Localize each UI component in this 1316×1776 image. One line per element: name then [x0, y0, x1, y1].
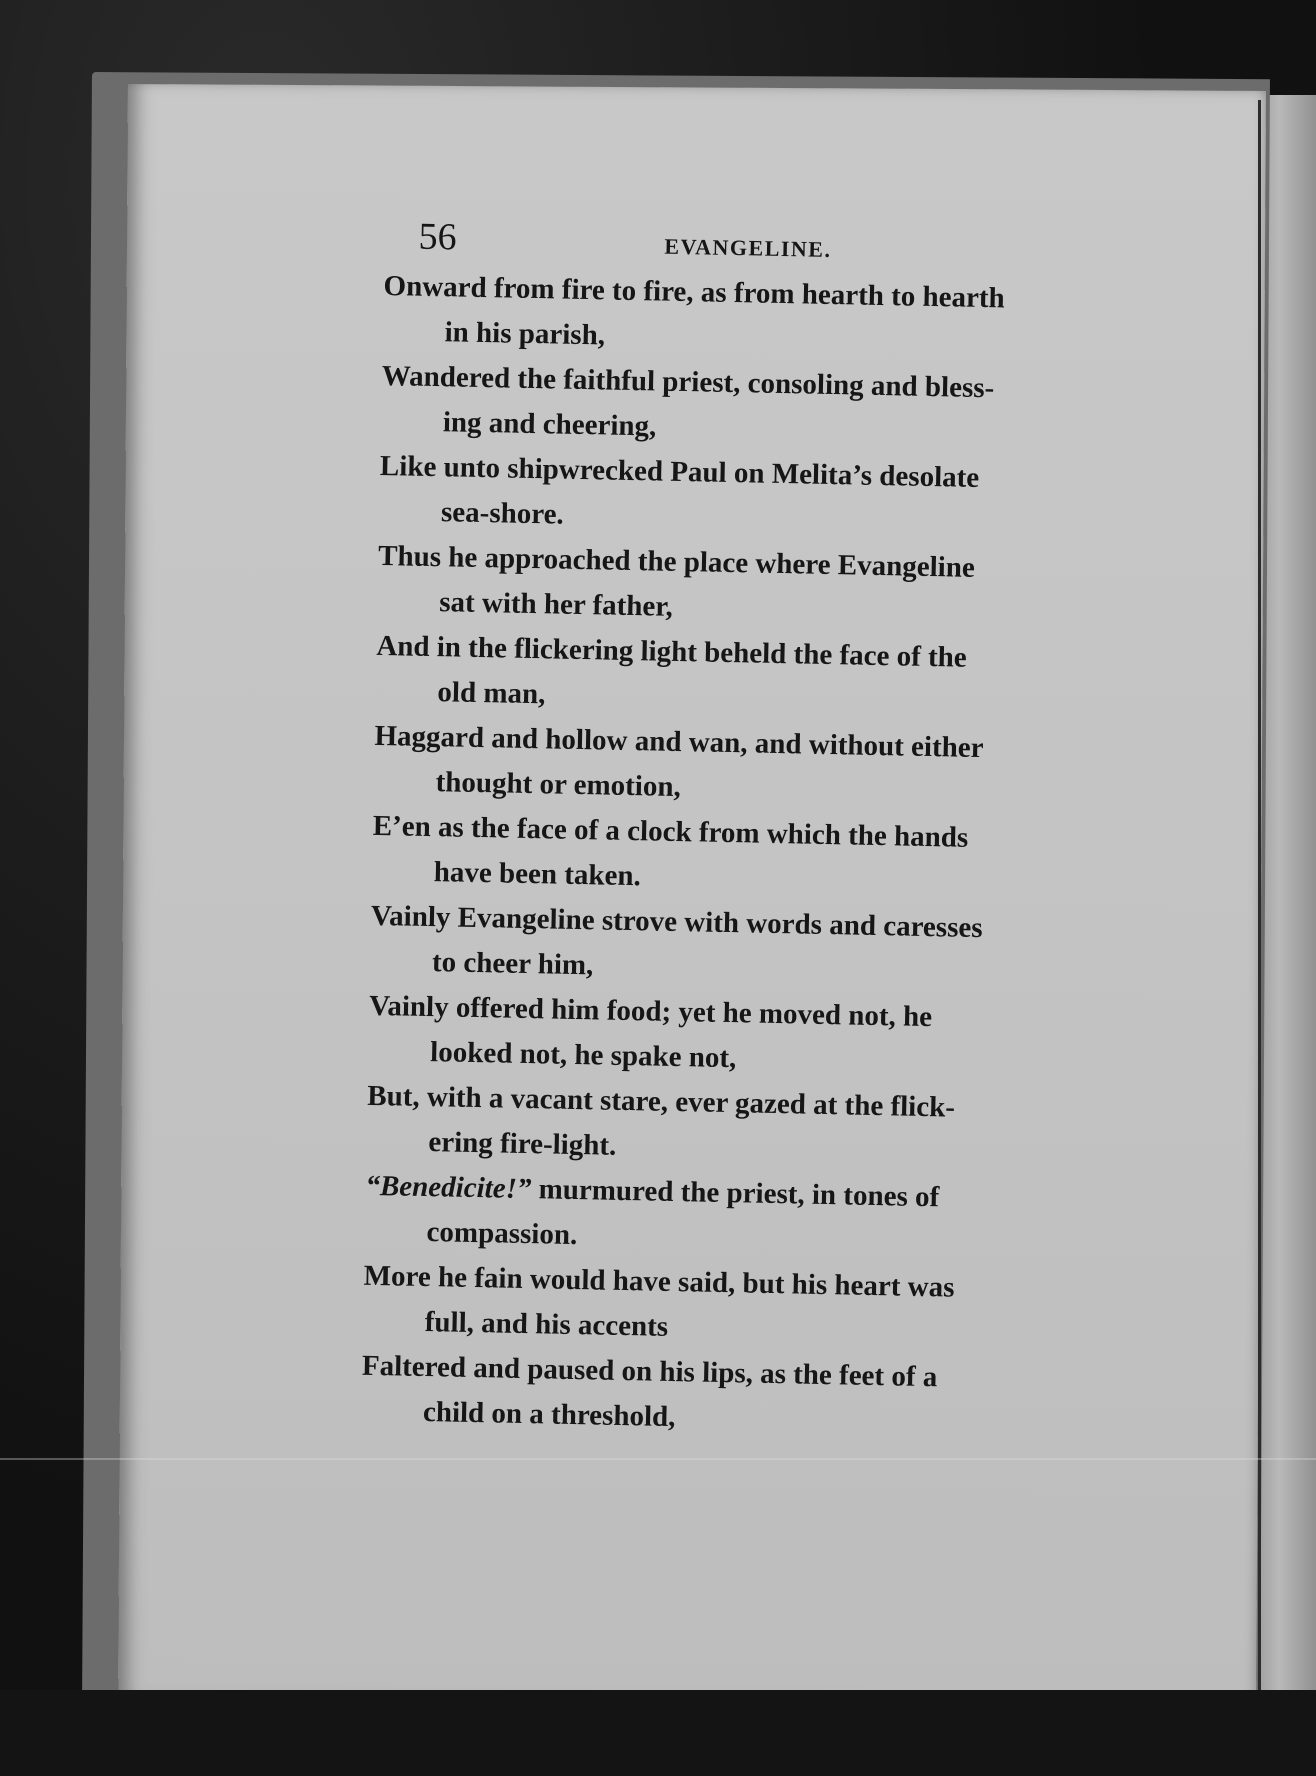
verse-line [371, 804, 1113, 909]
verse-line [382, 264, 1124, 369]
line-continuation: full, and his accents [424, 1306, 669, 1343]
line-text: Vainly offered him food; yet he moved not, he [368, 989, 933, 1034]
line-continuation: child on a threshold, [422, 1396, 676, 1434]
verse-line [368, 984, 1110, 1089]
line-text: E’en as the face of a clock from which the hands [372, 809, 969, 854]
line-continuation: thought or emotion, [435, 766, 682, 804]
verse-line [361, 1344, 1103, 1449]
line-text: And in the flickering light beheld the face of the [376, 629, 968, 674]
scan-artifact-line [0, 1458, 1316, 1460]
line-text: Thus he approached the place where Evangeline [377, 539, 976, 584]
verse-line [373, 714, 1115, 819]
line-text: Onward from fire to fire, as from hearth to hearth [383, 269, 1006, 315]
verse-line [375, 624, 1117, 729]
page-text [361, 216, 1125, 1449]
verse-line [364, 1164, 1106, 1269]
verse-line [377, 534, 1119, 639]
verse-line [362, 1254, 1104, 1359]
bottom-shadow [0, 1690, 1316, 1776]
page-gutter [1258, 100, 1261, 1700]
line-text: Faltered and paused on his lips, as the feet of a [361, 1349, 938, 1394]
line-continuation: sea-shore. [440, 496, 565, 531]
line-continuation: compassion. [426, 1216, 578, 1252]
line-continuation: have been taken. [433, 856, 642, 893]
verse-line [366, 1074, 1108, 1179]
line-text: Vainly Evangeline strove with words and caresses [370, 899, 983, 945]
line-continuation: old man, [437, 676, 546, 711]
line-text: Haggard and hollow and wan, and without either [374, 719, 984, 765]
poem [361, 264, 1124, 1449]
line-text-rest: murmured the priest, in tones of [531, 1173, 940, 1214]
verse-line [370, 894, 1112, 999]
italic-phrase: “Benedicite!” [365, 1169, 532, 1206]
line-continuation: ing and cheering, [442, 406, 657, 443]
line-text: Like unto shipwrecked Paul on Melita’s desolate [379, 449, 980, 494]
verse-line [380, 354, 1122, 459]
line-text: But, with a vacant stare, ever gazed at the flick- [367, 1079, 956, 1124]
line-continuation: sat with her father, [438, 586, 674, 623]
line-continuation: in his parish, [444, 316, 606, 352]
running-title: EVANGELINE. [664, 233, 832, 262]
line-text: More he fain would have said, but his heart was [363, 1259, 955, 1304]
verse-line [379, 444, 1121, 549]
line-continuation: ering fire-light. [428, 1126, 617, 1162]
line-continuation: to cheer him, [431, 946, 594, 982]
line-continuation: looked not, he spake not, [429, 1036, 737, 1075]
line-text: Wandered the faithful priest, consoling and bless- [381, 359, 995, 405]
page-number: 56 [418, 215, 458, 259]
